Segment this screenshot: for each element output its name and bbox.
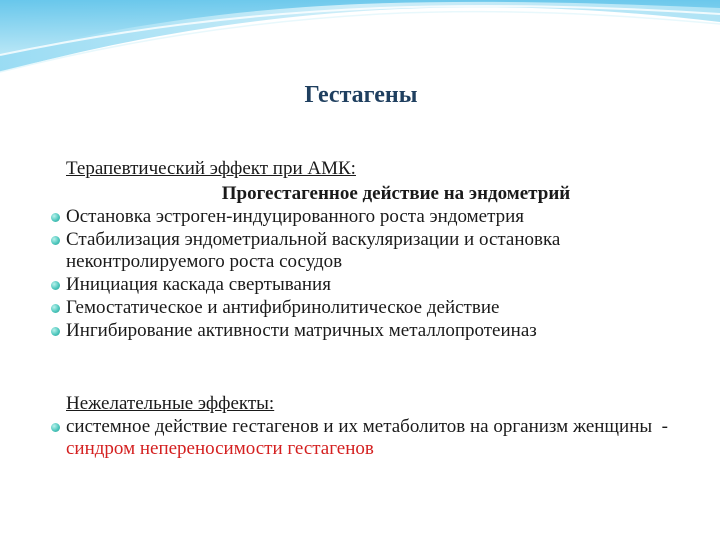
bullet-icon	[51, 236, 60, 245]
list-item-text: Инициация каскада свертывания	[66, 274, 331, 295]
list-item	[66, 297, 686, 319]
list-item	[66, 416, 686, 460]
therapeutic-heading: Терапевтический эффект при АМК:	[66, 158, 356, 179]
therapeutic-list	[66, 206, 686, 342]
slide-content	[66, 156, 686, 461]
list-item-text	[66, 416, 686, 460]
undesirable-text: системное действие гестагенов и их метаболитов на организм женщины -	[66, 416, 673, 437]
bullet-icon	[51, 327, 60, 336]
undesirable-heading: Нежелательные эффекты:	[66, 393, 275, 414]
list-item-text: Ингибирование активности матричных металлопротеиназ	[66, 320, 537, 341]
bullet-icon	[51, 281, 60, 290]
list-item-text: Остановка эстроген-индуцированного роста эндометрия	[66, 206, 525, 227]
list-item	[66, 274, 686, 296]
list-item	[66, 206, 686, 228]
list-item	[66, 320, 686, 342]
therapeutic-subheading: Прогестагенное действие на эндометрий	[221, 183, 571, 204]
bullet-icon	[51, 213, 60, 222]
list-item-text: Гемостатическое и антифибринолитическое действие	[66, 297, 500, 318]
bullet-icon	[51, 423, 60, 432]
undesirable-highlight: синдром непереносимости гестагенов	[66, 438, 374, 459]
list-item-text: Стабилизация эндометриальной васкуляризации и остановка неконтролируемого роста сосудов	[66, 229, 561, 272]
slide-title-text: Гестагены	[304, 82, 418, 108]
section-spacer	[66, 343, 686, 391]
header-wave-decoration	[0, 0, 720, 90]
list-item	[66, 229, 686, 273]
slide-title	[0, 82, 720, 109]
bullet-icon	[51, 304, 60, 313]
undesirable-list	[66, 416, 686, 460]
